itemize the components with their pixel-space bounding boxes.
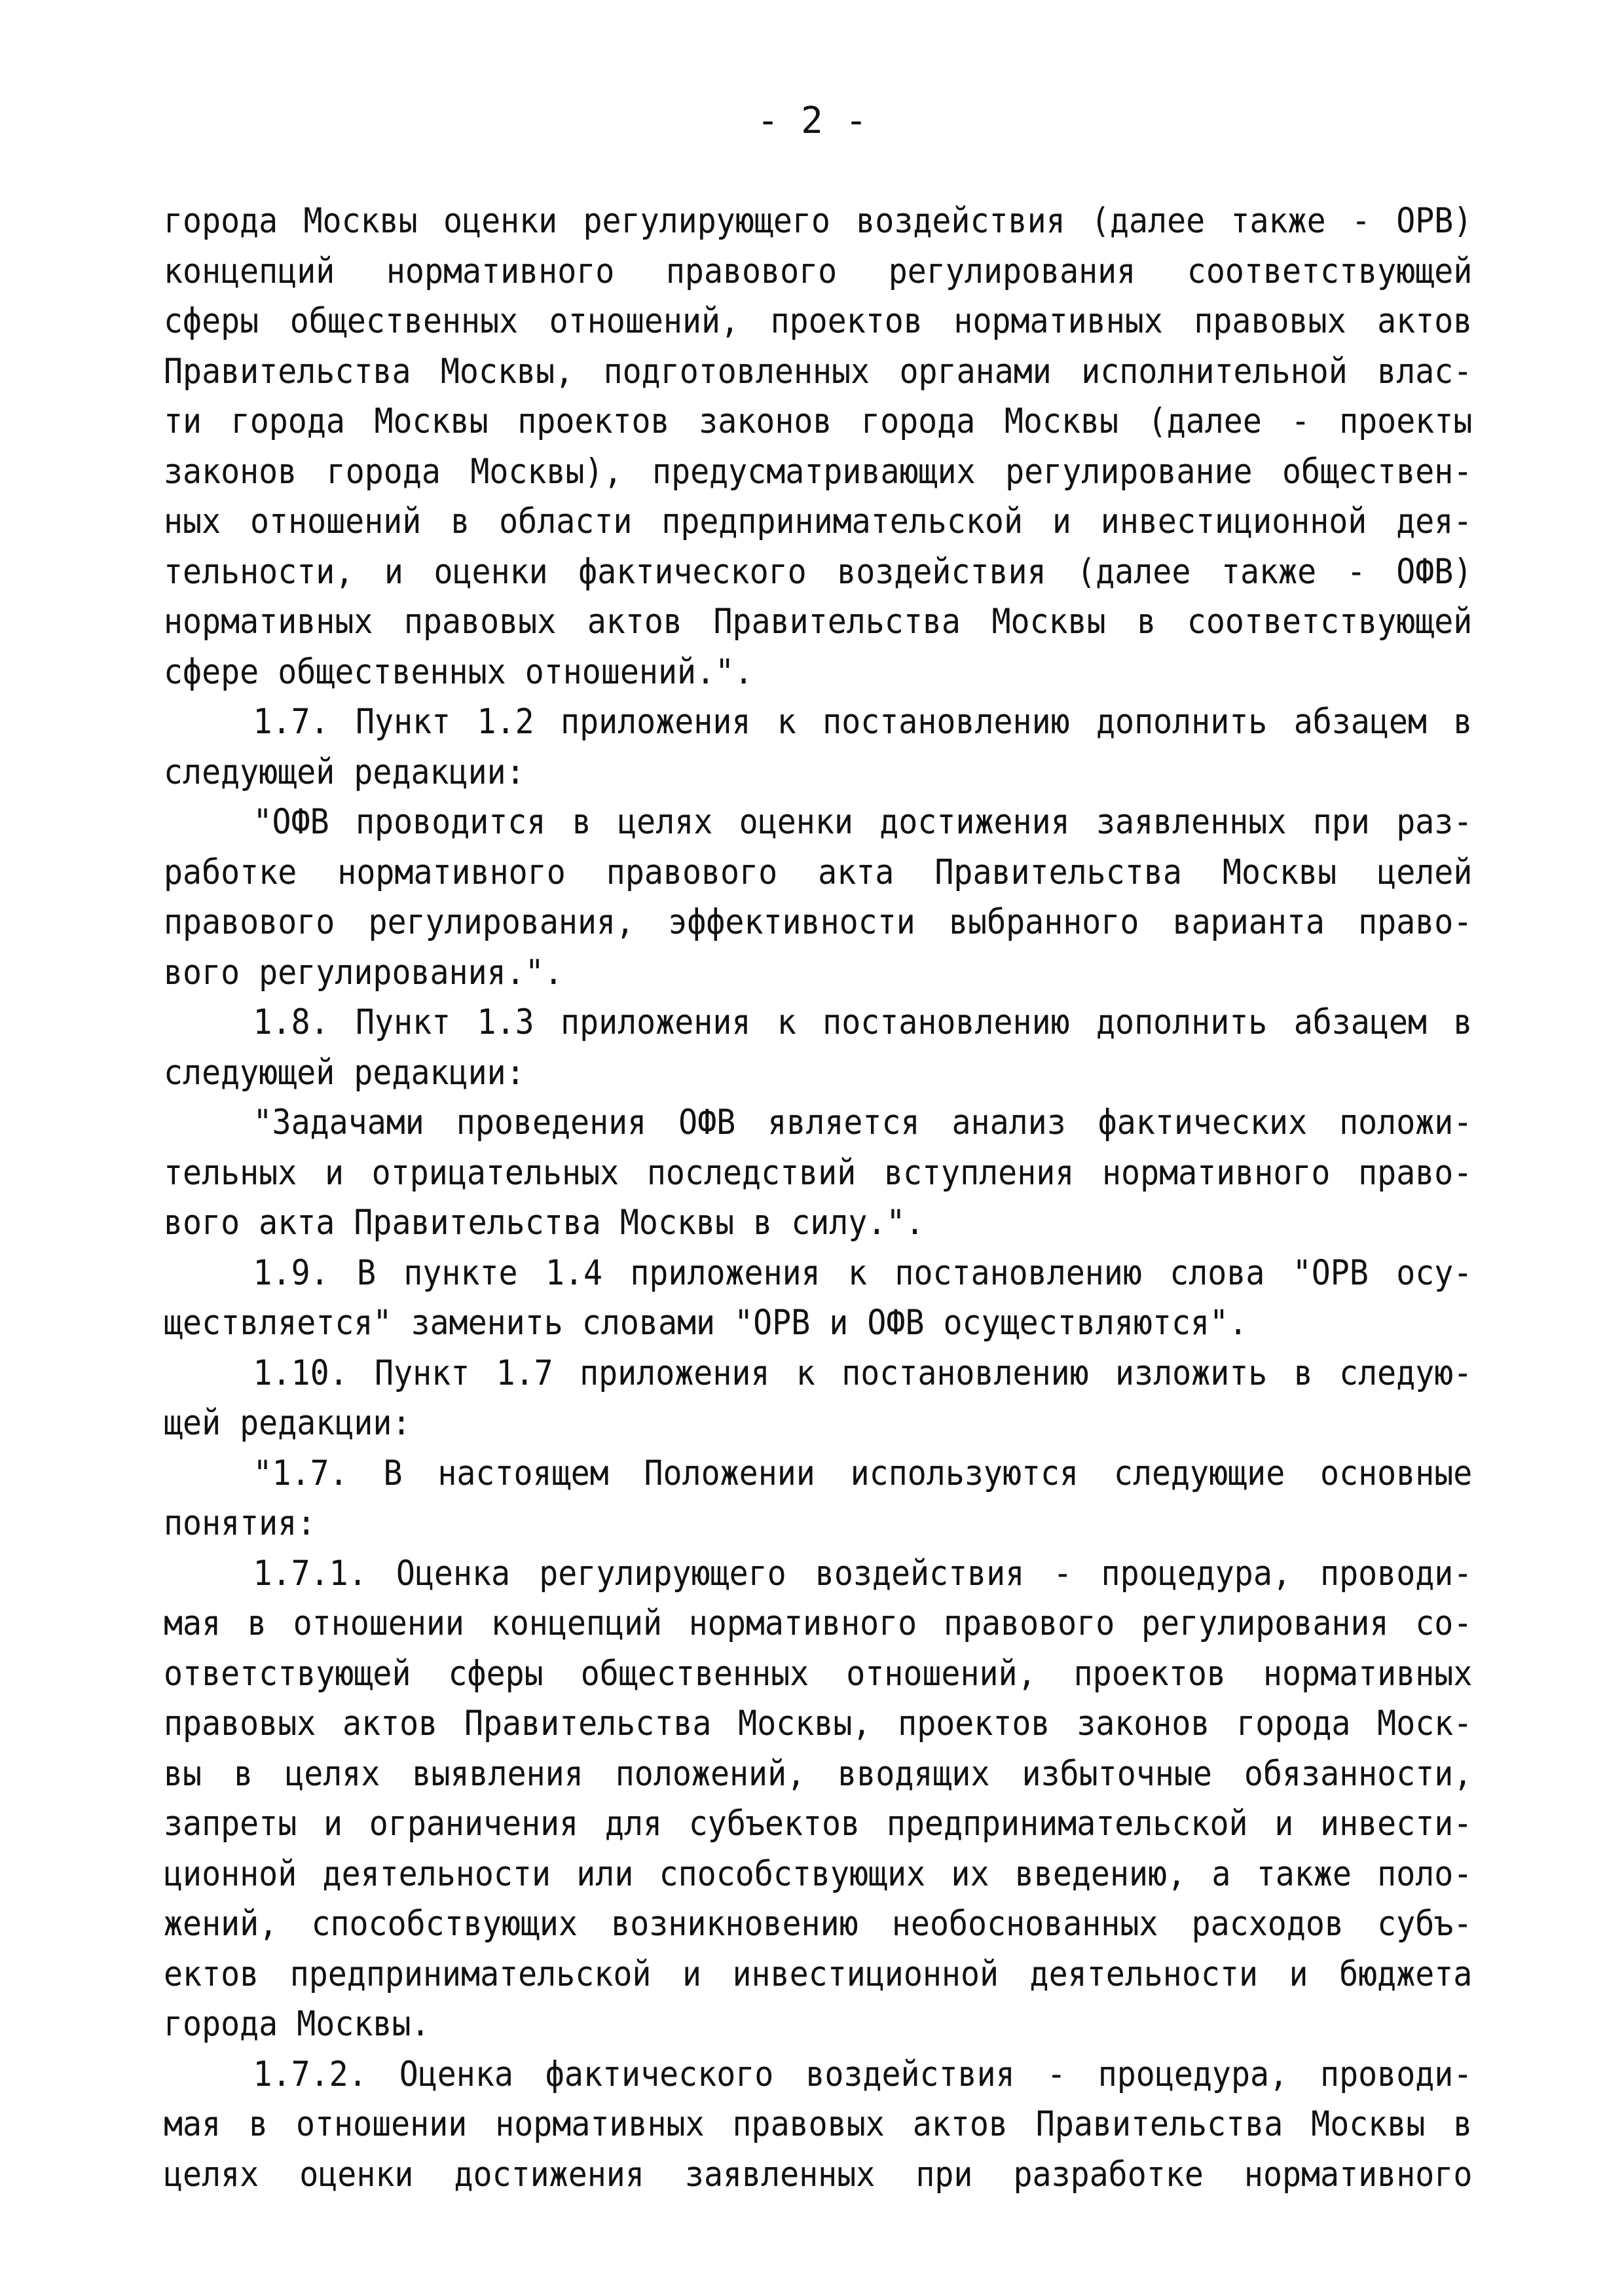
text-line: города Москвы оценки регулирующего воздействия (далее также - ОРВ): [164, 201, 1473, 241]
text-line: 1.7.1. Оценка регулирующего воздействия - процедура, проводи-: [253, 1553, 1473, 1594]
text-line: понятия:: [164, 1503, 316, 1543]
text-line: ответствующей сферы общественных отношений, проектов нормативных: [164, 1653, 1473, 1694]
text-line: мая в отношении концепций нормативного правового регулирования со-: [164, 1603, 1473, 1643]
text-line: ектов предпринимательской и инвестиционной деятельности и бюджета: [164, 1954, 1473, 1994]
text-line: 1.7. Пункт 1.2 приложения к постановлению дополнить абзацем в: [253, 702, 1473, 742]
text-line: города Москвы.: [164, 2004, 430, 2044]
text-line: 1.7.2. Оценка фактического воздействия - процедура, проводи-: [253, 2054, 1473, 2094]
text-line: Правительства Москвы, подготовленных органами исполнительной влас-: [164, 351, 1473, 392]
text-line: "Задачами проведения ОФВ является анализ фактических положи-: [253, 1102, 1473, 1142]
text-line: нормативных правовых актов Правительства Москвы в соответствующей: [164, 602, 1473, 642]
text-line: правового регулирования, эффективности выбранного варианта право-: [164, 902, 1473, 942]
text-line: запреты и ограничения для субъектов предпринимательской и инвести-: [164, 1804, 1473, 1844]
text-line: тельных и отрицательных последствий вступления нормативного право-: [164, 1152, 1473, 1193]
text-line: мая в отношении нормативных правовых актов Правительства Москвы в: [164, 2104, 1473, 2144]
text-line: жений, способствующих возникновению необоснованных расходов субъ-: [164, 1904, 1473, 1944]
text-line: ционной деятельности или способствующих их введению, а также поло-: [164, 1853, 1473, 1894]
text-line: ществляется" заменить словами "ОРВ и ОФВ осуществляются".: [164, 1303, 1248, 1343]
page-number: - 2 -: [756, 100, 868, 142]
text-line: работке нормативного правового акта Правительства Москвы целей: [164, 852, 1473, 892]
text-line: щей редакции:: [164, 1403, 411, 1443]
text-line: сфере общественных отношений.".: [164, 651, 754, 692]
text-line: вого регулирования.".: [164, 952, 563, 993]
text-line: законов города Москвы), предусматривающих регулирование обществен-: [164, 451, 1473, 492]
text-line: "1.7. В настоящем Положении используются следующие основные: [253, 1453, 1473, 1493]
text-line: следующей редакции:: [164, 752, 525, 792]
text-line: ти города Москвы проектов законов города Москвы (далее - проекты: [164, 401, 1473, 441]
text-line: 1.9. В пункте 1.4 приложения к постановлению слова "ОРВ осу-: [253, 1252, 1473, 1293]
text-line: целях оценки достижения заявленных при разработке нормативного: [164, 2154, 1473, 2195]
text-line: вого акта Правительства Москвы в силу.".: [164, 1203, 925, 1243]
text-line: сферы общественных отношений, проектов нормативных правовых актов: [164, 301, 1473, 341]
text-line: "ОФВ проводится в целях оценки достижения заявленных при раз-: [253, 802, 1473, 842]
body-text: [164, 196, 1472, 2200]
text-line: вы в целях выявления положений, вводящих избыточные обязанности,: [164, 1753, 1473, 1794]
text-line: 1.8. Пункт 1.3 приложения к постановлению дополнить абзацем в: [253, 1002, 1473, 1042]
text-line: ных отношений в области предпринимательской и инвестиционной дея-: [164, 501, 1473, 541]
text-line: 1.10. Пункт 1.7 приложения к постановлению изложить в следую-: [253, 1353, 1473, 1393]
text-line: тельности, и оценки фактического воздействия (далее также - ОФВ): [164, 551, 1473, 592]
text-line: правовых актов Правительства Москвы, проектов законов города Моск-: [164, 1704, 1473, 1743]
text-line: следующей редакции:: [164, 1052, 525, 1093]
text-line: концепций нормативного правового регулирования соответствующей: [164, 251, 1473, 291]
